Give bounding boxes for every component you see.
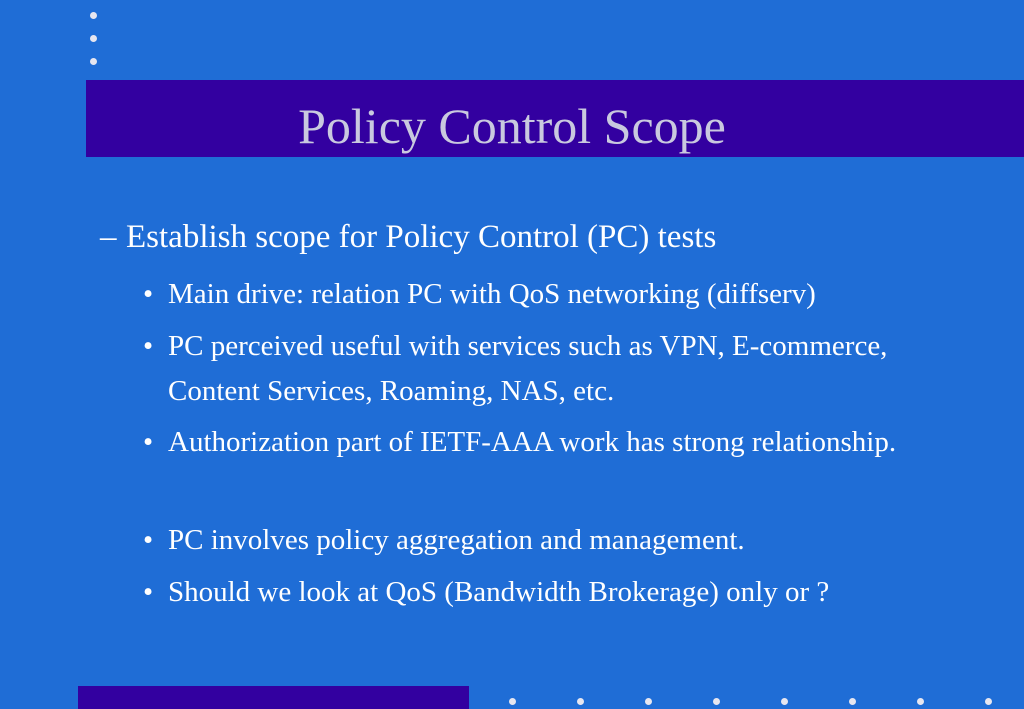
bullet-text: PC involves policy aggregation and management.: [168, 524, 745, 556]
bullet-marker: •: [143, 278, 154, 310]
level1-item: [100, 215, 716, 259]
bullet-marker: •: [143, 576, 154, 608]
bullet-marker: •: [143, 524, 154, 556]
bullet-item: [143, 518, 1013, 563]
dash-marker: –: [100, 219, 117, 255]
bullet-item: [143, 272, 1013, 317]
bullet-item: [143, 570, 1013, 615]
bullet-item: [143, 324, 923, 414]
bullet-text: Should we look at QoS (Bandwidth Brokerage) only or ?: [168, 576, 830, 608]
bullet-text: Main drive: relation PC with QoS networking (diffserv): [168, 278, 816, 310]
bullet-text: Authorization part of IETF-AAA work has strong relationship.: [168, 426, 897, 458]
bullet-marker: •: [143, 330, 154, 362]
bullet-marker: •: [143, 426, 154, 458]
level1-text: Establish scope for Policy Control (PC) tests: [126, 219, 717, 255]
bullet-text: PC perceived useful with services such as VPN, E-commerce, Content Services, Roaming, NAS, etc.: [168, 330, 888, 407]
bullet-item: [143, 420, 923, 465]
slide-title: Policy Control Scope: [298, 98, 726, 154]
